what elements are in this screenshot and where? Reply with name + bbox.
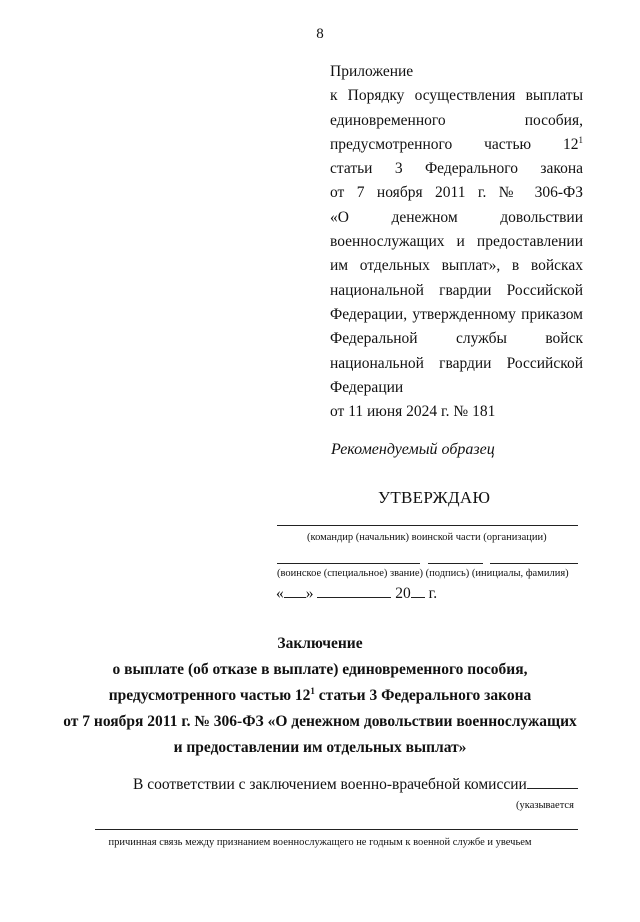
year-blank (411, 585, 425, 598)
appendix-line (330, 133, 583, 157)
commander-blank-line (277, 525, 578, 526)
title-line: и предоставлении им отдельных выплат» (173, 739, 467, 756)
title-line: Заключение (277, 635, 363, 652)
name-blank-line (490, 563, 578, 564)
signature-caption: (воинское (специальное) звание) (подпись) (инициалы, фамилия) (277, 568, 569, 579)
appendix-line: от 7 ноября 2011 г. № 306-ФЗ (330, 184, 583, 202)
year-prefix: 20 (395, 585, 411, 602)
day-blank (284, 585, 306, 598)
appendix-line: Федеральной службы войск (330, 330, 583, 348)
approval-heading: УТВЕРЖДАЮ (378, 488, 491, 507)
commission-blank (527, 776, 578, 789)
appendix-line: им отдельных выплат», в войсках (330, 257, 583, 275)
title-line (0, 683, 640, 709)
title-text: предусмотренного частью 12 (108, 687, 311, 704)
appendix-line: статьи 3 Федерального закона (330, 160, 583, 178)
appendix-line: к Порядку осуществления выплаты (330, 87, 583, 105)
quote-open: « (276, 585, 284, 602)
page-number: 8 (316, 26, 324, 42)
superscript: 1 (578, 134, 583, 145)
title-line: о выплате (об отказе в выплате) единовременного пособия, (112, 661, 528, 678)
body-paragraph (133, 776, 578, 794)
appendix-line: единовременного пособия, (330, 111, 583, 129)
instruction-note: (указывается (516, 800, 574, 811)
appendix-line: «О денежном довольствии (330, 208, 583, 226)
appendix-line: Федерации (330, 378, 404, 396)
instruction-caption: причинная связь между признанием военнослужащего не годным к военной службе и увечьем (108, 837, 532, 848)
superscript: 1 (310, 685, 315, 696)
approval-date-line (276, 585, 437, 603)
appendix-line: национальной гвардии Российской (330, 354, 583, 372)
title-text: статьи 3 Федерального закона (314, 687, 532, 704)
appendix-line: военнослужащих и предоставлении (330, 233, 583, 251)
appendix-line: Федерации, утвержденному приказом (330, 305, 583, 323)
year-suffix: г. (428, 585, 438, 602)
commander-caption: (командир (начальник) воинской части (организации) (307, 532, 547, 543)
title-line: от 7 ноября 2011 г. № 306-ФЗ «О денежном довольствии военнослужащих (63, 713, 577, 730)
quote-close: » (305, 585, 314, 602)
signature-blank-line (428, 563, 483, 564)
appendix-line: от 11 июня 2024 г. № 181 (330, 403, 496, 421)
appendix-line: национальной гвардии Российской (330, 281, 583, 299)
appendix-line-text: предусмотренного частью 12 (330, 135, 579, 153)
fill-in-line (95, 829, 578, 830)
sample-label: Рекомендуемый образец (331, 441, 495, 458)
appendix-line: Приложение (330, 63, 414, 80)
body-text: В соответствии с заключением военно-врачебной комиссии (133, 776, 527, 793)
appendix-block (330, 60, 583, 424)
rank-blank-line (277, 563, 420, 564)
month-blank (317, 585, 391, 598)
conclusion-title (0, 631, 640, 761)
